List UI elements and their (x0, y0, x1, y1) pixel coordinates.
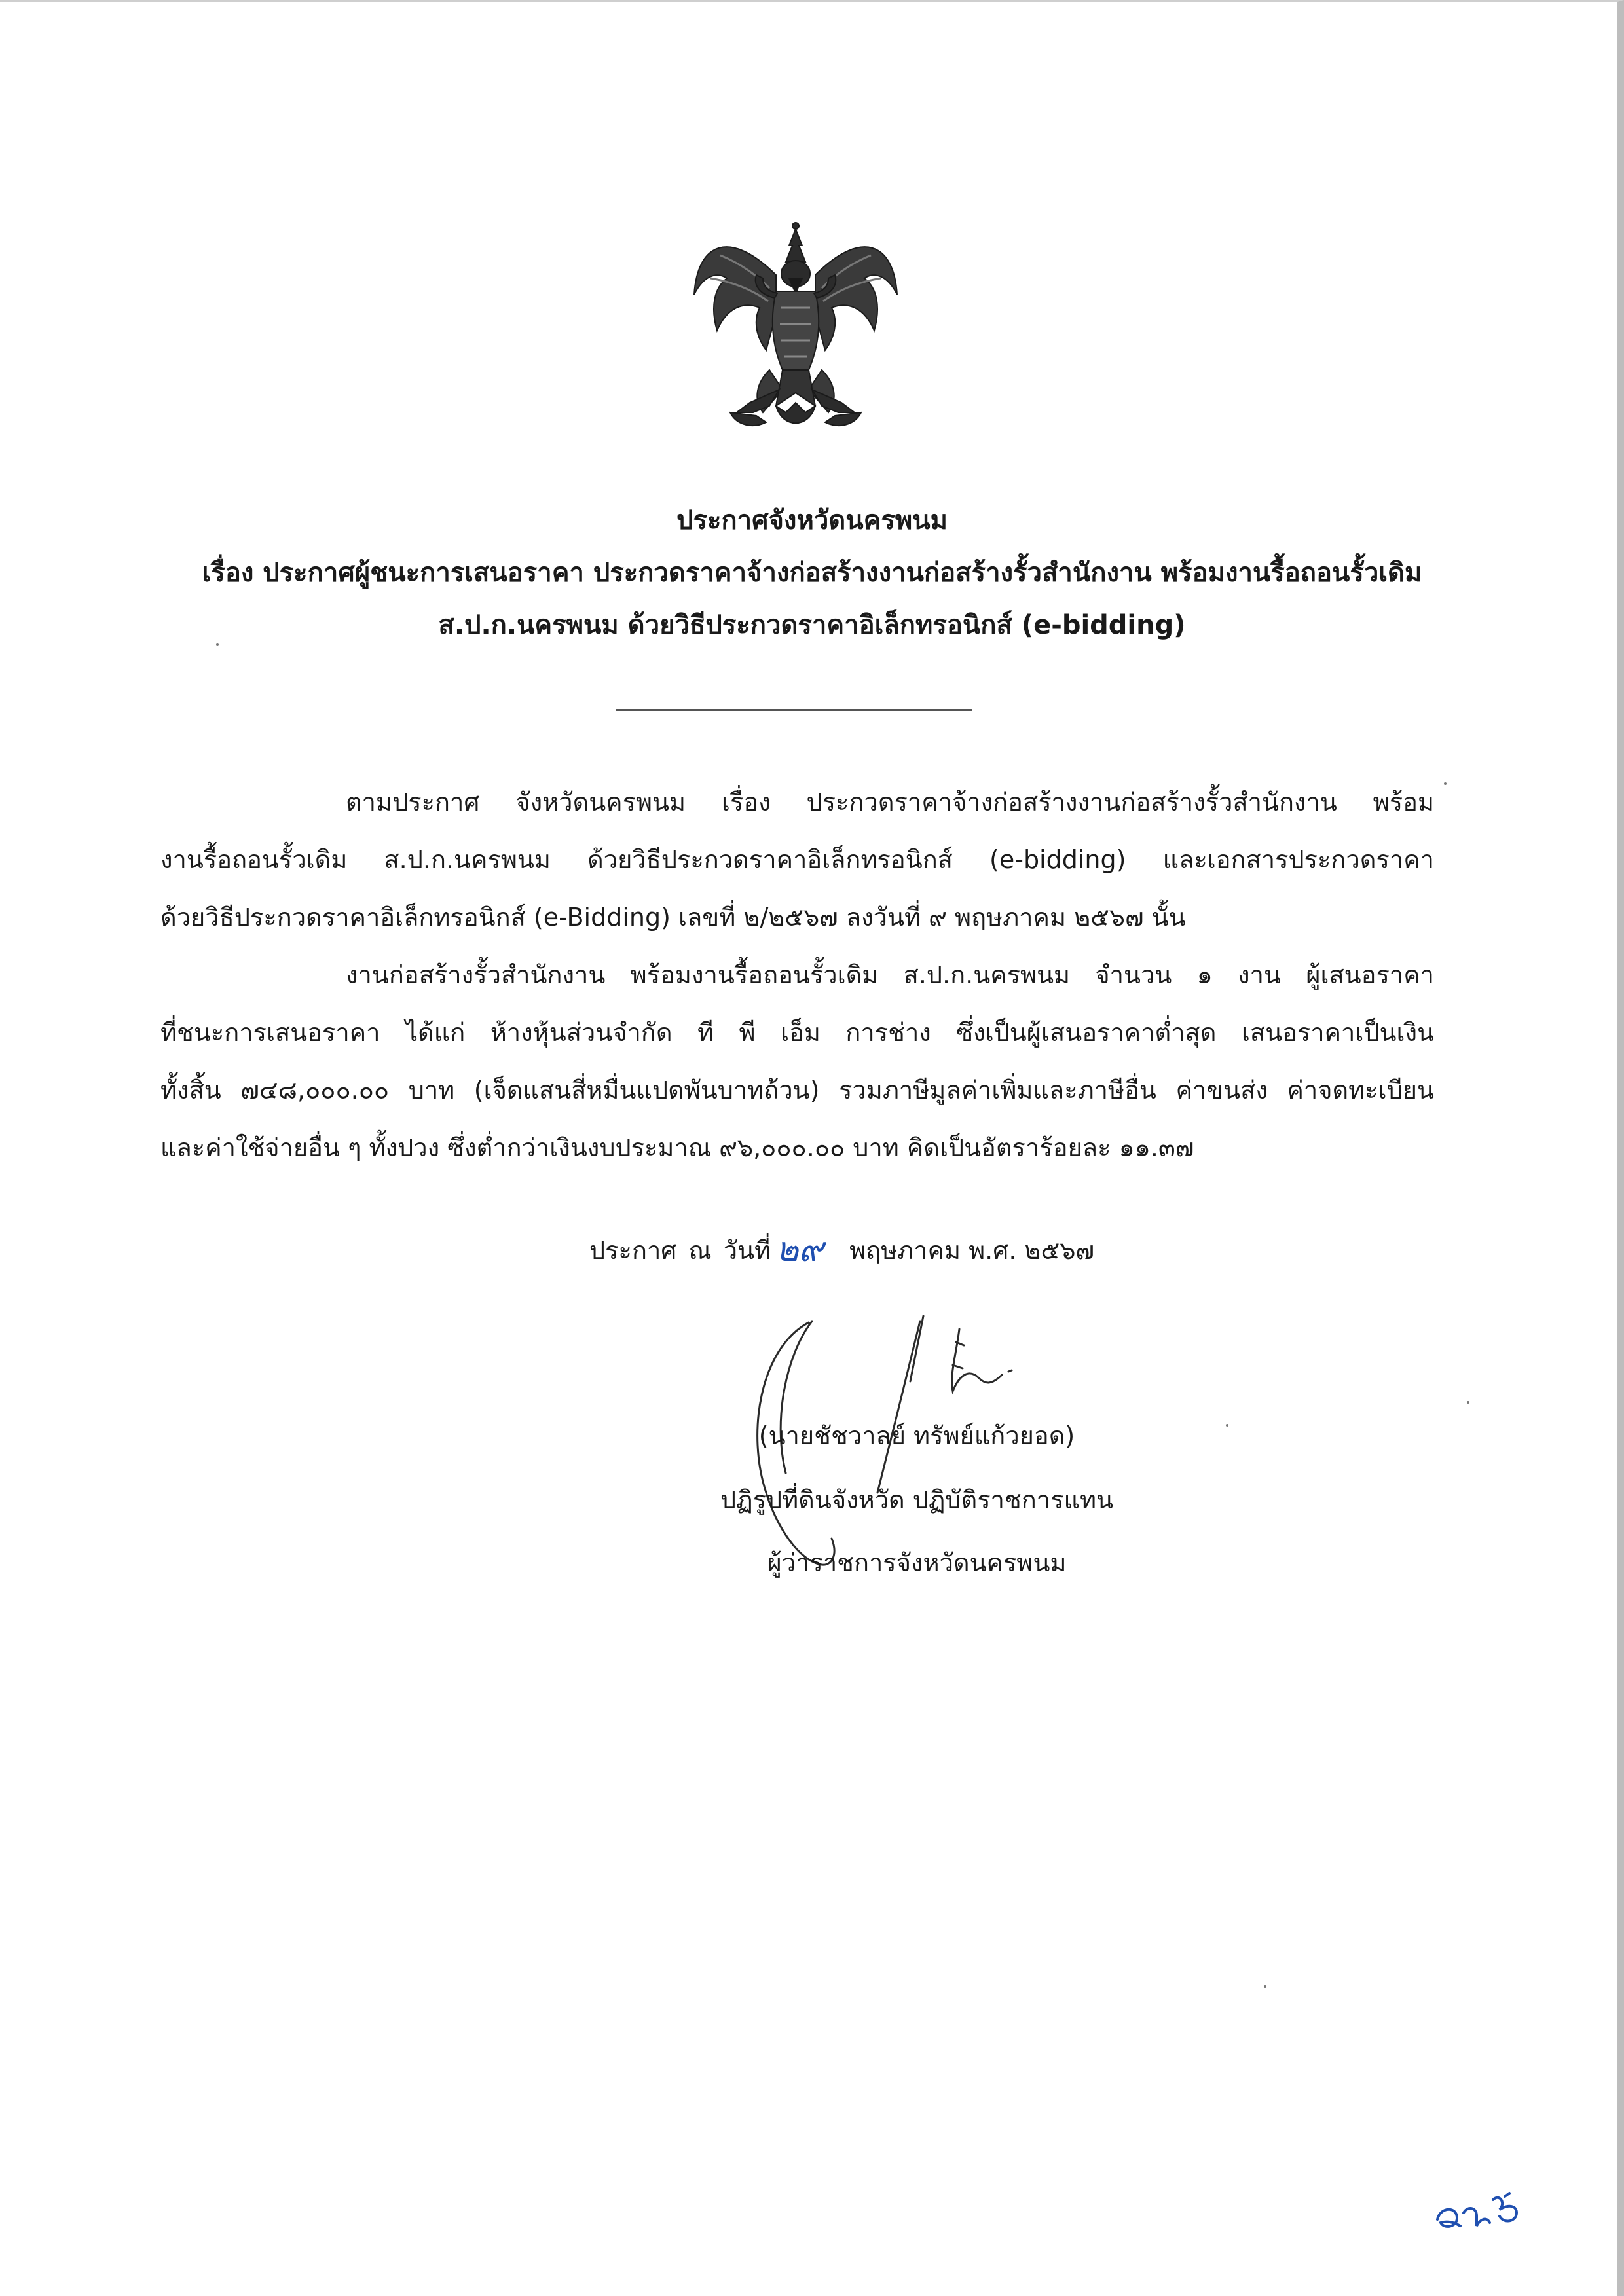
title-block (118, 494, 1506, 651)
para2-line-4: และค่าใช้จ่ายอื่น ๆ ทั้งปวง ซึ่งต่ำกว่าเงินงบประมาณ ๙๖,๐๐๐.๐๐ บาท คิดเป็นอัตราร้อยละ ๑๑.๓๗ (160, 1133, 1194, 1162)
page-title: ประกาศจังหวัดนครพนม (676, 505, 948, 536)
announce-prefix: ประกาศ (589, 1236, 677, 1265)
scan-speck (1444, 782, 1447, 785)
para1-line-2: งานรื้อถอนรั้วเดิม ส.ป.ก.นครพนม ด้วยวิธีประกวดราคาอิเล็กทรอนิกส์ (e-bidding) และเอกสารประกวดราคา (160, 845, 1434, 874)
scan-speck (1226, 1424, 1228, 1427)
para2-line-3: ทั้งสิ้น ๗๔๘,๐๐๐.๐๐ บาท (เจ็ดแสนสี่หมื่นแปดพันบาทถ้วน) รวมภาษีมูลค่าเพิ่มและภาษีอื่น ค่าขนส่ง ค่าจดทะเบียน (160, 1076, 1434, 1104)
scan-speck (216, 643, 219, 646)
handwritten-day (771, 1230, 849, 1269)
scan-speck (1264, 1985, 1266, 1988)
subject-line-1: เรื่อง ประกาศผู้ชนะการเสนอราคา ประกวดราคาจ้างก่อสร้างงานก่อสร้างรั้วสำนักงาน พร้อมงานรื้อถอนรั้วเดิม (202, 558, 1422, 588)
subject-line-2: ส.ป.ก.นครพนม ด้วยวิธีประกวดราคาอิเล็กทรอนิกส์ (e-bidding) (438, 610, 1186, 640)
handwritten-initials-icon (1428, 2180, 1532, 2239)
para2-line-2: ที่ชนะการเสนอราคา ได้แก่ ห้างหุ้นส่วนจำกัด ที พี เอ็ม การช่าง ซึ่งเป็นผู้เสนอราคาต่ำสุด เสนอราคาเป็นเงิน (160, 1018, 1434, 1047)
signatory-position-2: ผู้ว่าราชการจังหวัดนครพนม (767, 1548, 1067, 1577)
handwritten-day-value: ๒๙ (776, 1230, 824, 1269)
signatory-name: (นายชัชวาลย์ ทรัพย์แก้วยอด) (758, 1421, 1075, 1450)
para2-line-1: งานก่อสร้างรั้วสำนักงาน พร้อมงานรื้อถอนรั้วเดิม ส.ป.ก.นครพนม จำนวน ๑ งาน ผู้เสนอราคา (346, 960, 1434, 989)
announcement-date-line (589, 1231, 1094, 1270)
announce-month-year: พฤษภาคม พ.ศ. ๒๕๖๗ (849, 1236, 1095, 1265)
garuda-emblem-icon (691, 216, 900, 439)
title-divider (616, 709, 972, 711)
announce-at: ณ (688, 1236, 712, 1265)
para1-line-1: ตามประกาศ จังหวัดนครพนม เรื่อง ประกวดราคาจ้างก่อสร้างงานก่อสร้างรั้วสำนักงาน พร้อม (346, 788, 1434, 816)
para1-line-3: ด้วยวิธีประกวดราคาอิเล็กทรอนิกส์ (e-Bidding) เลขที่ ๒/๒๕๖๗ ลงวันที่ ๙ พฤษภาคม ๒๕๖๗ นั้น (160, 903, 1186, 932)
announce-day-label: วันที่ (723, 1236, 771, 1265)
scan-speck (1467, 1401, 1469, 1404)
signatory-position-1: ปฏิรูปที่ดินจังหวัด ปฏิบัติราชการแทน (720, 1485, 1114, 1514)
